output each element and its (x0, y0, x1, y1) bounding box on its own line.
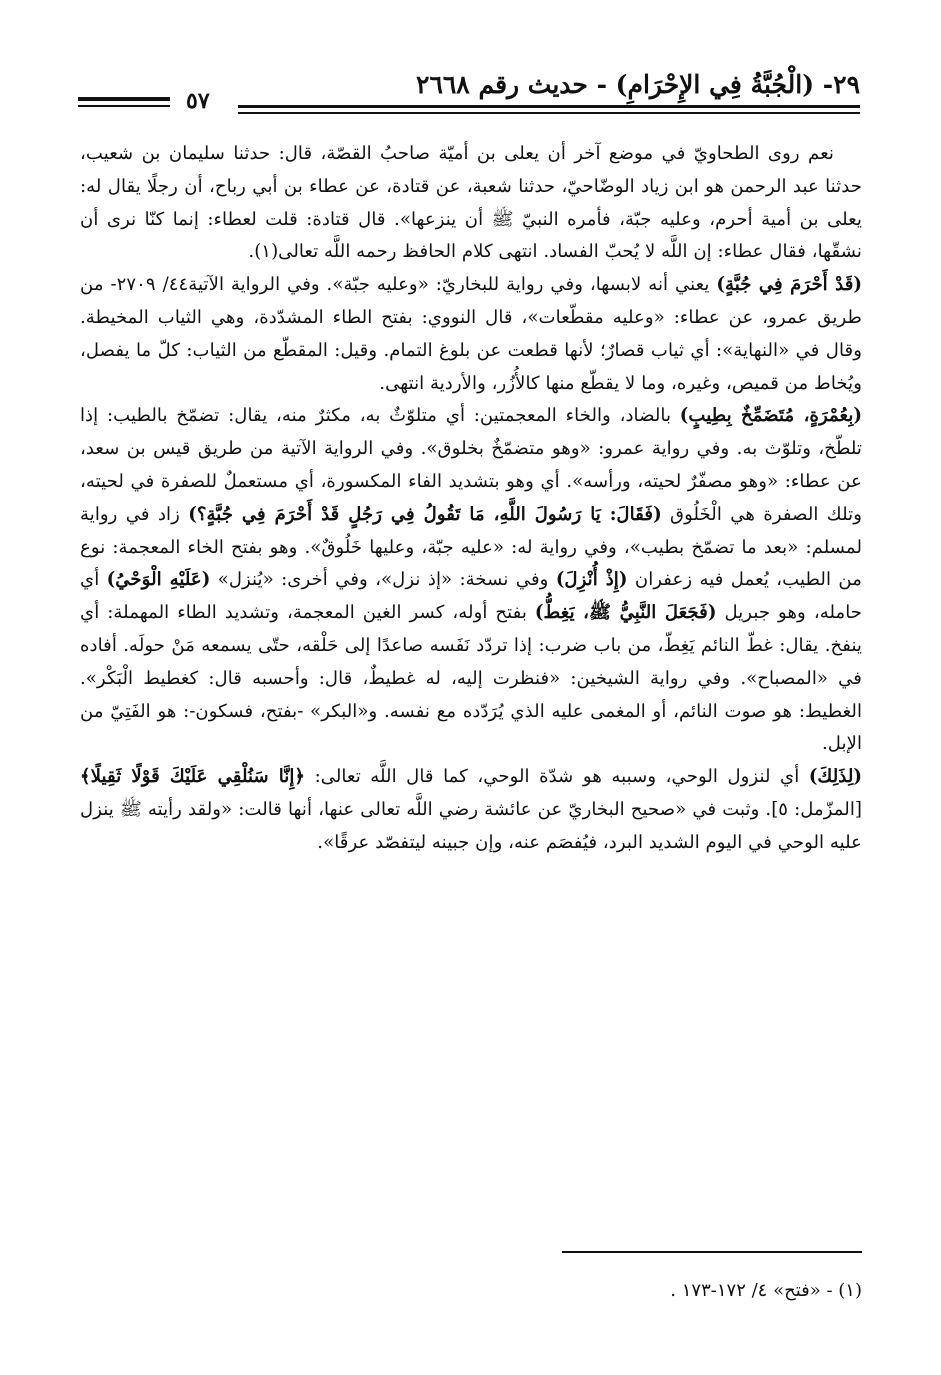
paragraph-3-heading: (بِعُمْرَةٍ، مُتَضَمِّخٌ بِطِيبٍ) (679, 405, 862, 427)
paragraph-3 (80, 400, 862, 761)
paragraph-3-quote-d: (فَجَعَلَ النَّبِيُّ ﷺ، يَغِطُّ) (534, 602, 717, 624)
paragraph-4-text-b: [المزّمل: ٥]. وثبت في «صحيح البخاريّ عن عائشة رضي اللَّه تعالى عنها، أنها قالت: «ولقد رأيته ﷺ ينزل عليه الوحي في اليوم الشديد البرد، فيُفصَم عنه، وإن جبينه ليتفصّد عرقًا». (80, 798, 862, 853)
paragraph-1-text: نعم روى الطحاويّ في موضع آخر أن يعلى بن أميّة صاحبُ القصّة، قال: حدثنا سليمان بن شعيب، حدثنا عبد الرحمن هو ابن زياد الوضّاحيّ، حدثنا شعبة، عن قتادة، عن عطاء بن أبي رباح، أن رجلًا يقال له: يعلى بن أمية أحرم، وعليه جبّة، فأمره النبيّ ﷺ أن ينزعها». قال قتادة: قلت لعطاء: إنما كنّا نرى أن نشقّها، فقال عطاء: إن اللَّه لا يُحبّ الفساد. انتهى كلام الحافظ رحمه اللَّه تعالى(١). (80, 143, 862, 263)
paragraph-3-quote-a: (فَقَالَ: يَا رَسُولَ اللَّهِ، مَا تَقُولُ فِي رَجُلٍ قَدْ أَحْرَمَ فِي جُبَّةٍ؟) (188, 503, 662, 525)
paragraph-3-text-a: بالضاد، والخاء المعجمتين: أي متلوّثٌ به، مكثرٌ منه، يقال: تضمّخ بالطيب: إذا تلطّخ، وتلوّث به. وفي رواية عمرو: «وهو متضمّخٌ بخلوق». وفي الرواية الآتية من طريق قيس بن سعد، عن عطاء: «وهو مصفّرٌ لحيته، ورأسه». أي وهو بتشديد الفاء المكسورة، أي مستعملٌ للصفرة في لحيته، وتلك الصفرة هي الْخَلُوق (80, 405, 862, 525)
header-rule-main (238, 105, 860, 108)
paragraph-3-text-b: زاد في رواية لمسلم: «بعد ما تضمّخ بطيب»، وفي رواية له: «عليه جبّة، وعليها خَلُوقٌ». وهو بفتح الخاء المعجمة: نوع من الطيب، يُعمل فيه زعفران (80, 503, 862, 591)
page-header (78, 68, 860, 118)
footnote-separator (562, 1251, 862, 1253)
paragraph-4 (80, 761, 862, 859)
paragraph-3-text-d: أي حامله، وهو جبريل (80, 569, 862, 624)
header-rule-left (78, 97, 170, 101)
paragraph-3-quote-b: (إِذْ أُنْزِلَ) (555, 569, 628, 591)
paragraph-4-heading: (لِذَلِكَ) (808, 766, 862, 788)
footnote: (١) - «فتح» ٤/ ١٧٢-١٧٣ . (670, 1280, 862, 1301)
paragraph-4-text-a: أي لنزول الوحي، وسببه هو شدّة الوحي، كما قال اللَّه تعالى: (305, 766, 809, 788)
running-title: ٢٩- (الْجُبَّةُ فِي الإِحْرَامِ) - حديث رقم ٢٦٦٨ (416, 70, 860, 99)
page-number: ٥٧ (186, 88, 210, 114)
paragraph-2-heading: (قَدْ أَحْرَمَ فِي جُبَّةٍ) (716, 274, 863, 296)
body-text (80, 138, 862, 860)
header-rule-left-thin (78, 105, 170, 107)
paragraph-1 (80, 138, 862, 269)
paragraph-3-text-e: بفتح أوله، كسر الغين المعجمة، وتشديد الطاء المهملة: أي ينفخ. يقال: غطّ النائم يَغِطّ، من باب ضرب: إذا تردّد نَفَسه صاعدًا إلى حَلْقه، حتّى يسمعه مَنْ حولَه. أفاده في «المصباح». وفي رواية الشيخين: «فنظرت إليه، له غطيطٌ، قال: وأحسبه قال: كغطيط الْبَكْر». الغطيط: هو صوت النائم، أو المغمى عليه الذي يُرَدّده مع نفسه. و«البكر» -بفتح، فسكون-: هو الفَتِيّ من الإبل. (80, 602, 862, 755)
paragraph-3-text-c: وفي نسخة: «إذ نزل»، وفي أخرى: «يُنزل» (210, 569, 556, 591)
paragraph-2 (80, 269, 862, 400)
header-rule-main-thin (238, 112, 860, 114)
paragraph-3-quote-c: (عَلَيْهِ الْوَحْيُ) (106, 569, 211, 591)
paragraph-2-text: يعني أنه لابسها، وفي رواية للبخاريّ: «وعليه جبّة». وفي الرواية الآتية٤٤/ ٢٧٠٩- من طريق عمرو، عن عطاء: «وعليه مقطّعات»، قال النووي: بفتح الطاء المشدّدة، وهي الثياب المخيطة. وقال في «النهاية»: أي ثياب قصارٌ؛ لأنها قطعت عن بلوغ التمام. وقيل: المقطّع من الثياب: كلّ ما يفصل، ويُخاط من قميص، وغيره، وما لا يقطّع منها كالأُزُر، والأردية انتهى. (80, 274, 862, 394)
paragraph-4-verse: ﴿إِنَّا سَنُلْقِي عَلَيْكَ قَوْلًا ثَقِيلًا﴾ (80, 766, 306, 788)
